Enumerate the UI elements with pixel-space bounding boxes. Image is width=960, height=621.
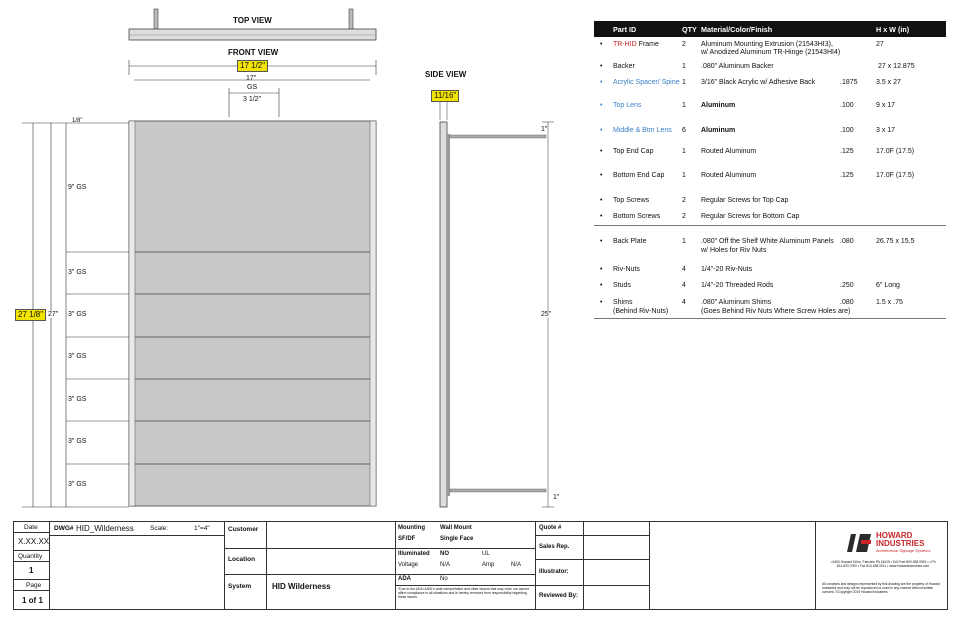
part-qty: 1	[682, 79, 686, 86]
table-row: • Top Screws 2 Regular Screws for Top Cap	[600, 197, 789, 204]
part-hw: 26.75 x 15.5	[876, 238, 915, 245]
part-material: 1/4"-20 Threaded Rods	[701, 282, 774, 289]
company-address: • 6400 Howard Drive, Fairview PA 16415 • Toll Free 800.458.0591 • • Ph 814.833.7000 • Fax 814.838.0011 • www.howardindustries.com	[830, 560, 936, 569]
part-id: Backer	[613, 63, 635, 70]
header-material: Material/Color/Finish	[701, 25, 773, 34]
part-material: 1/4"-20 Riv-Nuts	[701, 266, 753, 273]
quantity-label: Quantity	[18, 553, 43, 560]
howard-logo-icon	[847, 532, 873, 554]
company-name-2: INDUSTRIES	[876, 539, 925, 548]
part-qty: 1	[682, 148, 686, 155]
ada-label: ADA	[398, 576, 411, 582]
part-id: Bottom Screws	[613, 213, 661, 220]
date-value: X.XX.XX	[18, 537, 50, 546]
part-material-2: (Goes Behind Riv Nuts Where Screw Holes are)	[701, 308, 851, 315]
top-view-title: TOP VIEW	[233, 16, 272, 25]
part-material: .080" Aluminum Shims	[701, 299, 772, 306]
parts-table	[594, 21, 946, 321]
table-row: • Top End Cap 1 Routed Aluminum .125 17.0F (17.5)	[600, 148, 915, 155]
segment-dim: 3" GS	[68, 311, 87, 318]
voltage-value: N/A	[440, 562, 451, 568]
part-id: Back Plate	[613, 238, 647, 245]
company-tagline: Architectural Signage Systems	[876, 548, 931, 553]
part-id: Acrylic Spacer/ Spine	[613, 79, 680, 86]
page-value: 1 of 1	[22, 596, 43, 605]
top-view-drawing	[120, 5, 382, 43]
part-material: Aluminum	[701, 102, 736, 109]
part-material: 3/16" Black Acrylic w/ Adhesive Back	[701, 79, 816, 86]
part-qty: 2	[682, 213, 686, 220]
voltage-label: Voltage	[398, 562, 419, 568]
part-material: Routed Aluminum	[701, 148, 757, 155]
part-id: TR-HID Frame	[613, 41, 659, 48]
ada-note: *Due to the ADA/ ANSI's wide interpretation and other factors that may exist, we cannot affirm compliance in all situations and is hereby removed from responsibility regarding these issues.	[398, 587, 529, 600]
side-mid-dim: 25"	[541, 311, 552, 318]
company-name-1: HOWARD	[876, 531, 913, 540]
system-label: System	[228, 583, 252, 590]
system-value: HID Wilderness	[272, 582, 331, 591]
header-part-id: Part ID	[613, 25, 637, 34]
part-id: Bottom End Cap	[613, 172, 665, 179]
part-material: .080" Off the Shelf White Aluminum Panels	[701, 238, 834, 245]
table-row: • Back Plate 1 .080" Off the Shelf White Aluminum Panels w/ Holes for Riv Nuts .080 26.75 x 15.5	[600, 238, 915, 254]
side-view-title: SIDE VIEW	[425, 70, 467, 79]
part-id: Top Screws	[613, 197, 650, 204]
segment-dim: 3" GS	[68, 481, 87, 488]
part-qty: 1	[682, 102, 686, 109]
part-qty: 4	[682, 299, 686, 306]
table-row: • Bottom End Cap 1 Routed Aluminum .125 17.0F (17.5)	[600, 172, 915, 179]
part-material: Routed Aluminum	[701, 172, 757, 179]
part-material: Aluminum Mounting Extrusion (21543HI3),	[701, 41, 833, 48]
part-thickness: .080	[840, 238, 854, 245]
table-row: • Studs 4 1/4"-20 Threaded Rods .250 6" Long	[600, 282, 900, 289]
part-id: Top End Cap	[613, 148, 654, 155]
part-hw: 1.5 x .75	[876, 299, 903, 306]
part-hw: 17.0F (17.5)	[876, 148, 915, 155]
part-material-2: w/ Anodized Aluminum TR-Hinge (21543HI4)	[701, 49, 841, 56]
part-hw: 17.0F (17.5)	[876, 172, 915, 179]
part-material-2: w/ Holes for Riv Nuts	[701, 247, 767, 254]
part-qty: 4	[682, 282, 686, 289]
part-hw: 3 x 17	[876, 127, 896, 134]
side-view-drawing	[430, 100, 560, 515]
table-divider	[594, 318, 946, 319]
part-material: Regular Screws for Top Cap	[701, 197, 789, 204]
part-qty: 2	[682, 197, 686, 204]
part-hw: 3.5 x 27	[876, 79, 901, 86]
location-label: Location	[228, 556, 256, 563]
part-id: Studs	[613, 282, 631, 289]
side-bottom-dim: 1"	[553, 494, 560, 501]
header-hw: H x W (in)	[876, 25, 910, 34]
part-hw: 27	[876, 41, 884, 48]
part-thickness: .100	[840, 127, 854, 134]
table-row: • Shims (Behind Riv-Nuts) 4 .080" Aluminum Shims (Goes Behind Riv Nuts Where Screw Holes are) .080 1.5 x .75	[600, 299, 903, 315]
quantity-value: 1	[29, 566, 34, 575]
mounting-label: Mounting	[398, 525, 425, 531]
part-id: Top Lens	[613, 102, 642, 109]
page-label: Page	[26, 582, 42, 589]
part-id-2: (Behind Riv-Nuts)	[613, 308, 669, 315]
top-gap-dim: 1/8"	[72, 118, 83, 124]
part-material: Regular Screws for Bottom Cap	[701, 213, 800, 220]
table-row: • Bottom Screws 2 Regular Screws for Bottom Cap	[600, 213, 800, 220]
dwg-value: HID_Wilderness	[76, 524, 134, 533]
part-thickness: .125	[840, 172, 854, 179]
title-block	[13, 521, 948, 610]
table-row: • Backer 1 .080" Aluminum Backer 27 x 12.875	[600, 63, 915, 70]
depth-dim: 11/16"	[431, 90, 459, 102]
scale-value: 1"=4"	[194, 525, 210, 532]
inner-width-dim: 3 1/2"	[243, 96, 262, 103]
height-27-dim: 27"	[48, 311, 59, 318]
illustrator-label: Illustrator:	[539, 569, 569, 575]
part-qty: 4	[682, 266, 686, 273]
part-thickness: .250	[840, 282, 854, 289]
side-top-dim: 1"	[541, 126, 548, 133]
customer-label: Customer	[228, 526, 259, 533]
front-view-drawing	[0, 55, 400, 515]
segment-dim: 3" GS	[68, 353, 87, 360]
part-id: Middle & Btm Lens	[613, 127, 672, 134]
part-id: Shims	[613, 299, 633, 306]
part-material: .080" Aluminum Backer	[701, 63, 774, 70]
amp-label: Amp	[482, 562, 495, 568]
part-qty: 1	[682, 238, 686, 245]
part-qty: 6	[682, 127, 686, 134]
illuminated-label: Illuminated	[398, 551, 430, 557]
quote-label: Quote #	[539, 525, 562, 531]
part-qty: 2	[682, 41, 686, 48]
part-thickness: .080	[840, 299, 854, 306]
part-hw: 6" Long	[876, 282, 900, 289]
table-divider	[594, 225, 946, 226]
part-material: Aluminum	[701, 127, 736, 134]
dwg-label: DWG#	[54, 525, 74, 532]
segment-dim: 3" GS	[68, 269, 87, 276]
table-row: • Acrylic Spacer/ Spine 1 3/16" Black Acrylic w/ Adhesive Back .1875 3.5 x 27	[600, 79, 901, 86]
parts-table-header	[594, 21, 946, 37]
mounting-value: Wall Mount	[440, 525, 472, 531]
amp-value: N/A	[511, 562, 522, 568]
gs-label: GS	[247, 84, 258, 91]
part-thickness: .100	[840, 102, 854, 109]
part-qty: 1	[682, 172, 686, 179]
table-row: • Top Lens 1 Aluminum .100 9 x 17	[600, 102, 896, 109]
sfdf-label: SF/DF	[398, 536, 416, 542]
part-hw: 9 x 17	[876, 102, 896, 109]
part-thickness: .125	[840, 148, 854, 155]
table-row: • TR-HID Frame 2 Aluminum Mounting Extrusion (21543HI3), w/ Anodized Aluminum TR-Hinge (21543HI4) 27	[600, 41, 884, 56]
date-label: Date	[24, 524, 38, 531]
illuminated-value: NO	[440, 551, 449, 557]
front-view-title: FRONT VIEW	[228, 48, 279, 57]
ada-value: No	[440, 576, 448, 582]
sfdf-value: Single Face	[440, 536, 474, 542]
part-thickness: .1875	[840, 79, 858, 86]
table-row: • Riv-Nuts 4 1/4"-20 Riv-Nuts	[600, 266, 753, 273]
header-qty: QTY	[682, 25, 697, 34]
part-hw: 27 x 12.875	[878, 63, 915, 70]
reviewed-by-label: Reviewed By:	[539, 593, 579, 599]
sales-rep-label: Sales Rep.	[539, 544, 570, 550]
copyright-notice: All concepts and designs represented by this drawing are the property of Howard Industries and may not be reproduced or used in any manner without written consent. ©Copyright 2019 Howard Industries.	[822, 582, 941, 595]
scale-label: Scale:	[150, 525, 169, 532]
segment-dim: 3" GS	[68, 438, 87, 445]
part-qty: 1	[682, 63, 686, 70]
overall-height-dim: 27 1/8"	[15, 309, 46, 321]
segment-dim: 9" GS	[68, 184, 87, 191]
part-id: Riv-Nuts	[613, 266, 640, 273]
table-row: • Middle & Btm Lens 6 Aluminum .100 3 x 17	[600, 127, 896, 134]
overall-width-dim: 17 1/2"	[237, 60, 268, 72]
gs-width-dim: 17"	[246, 75, 257, 82]
segment-dim: 3" GS	[68, 396, 87, 403]
ul-label: UL	[482, 551, 490, 557]
